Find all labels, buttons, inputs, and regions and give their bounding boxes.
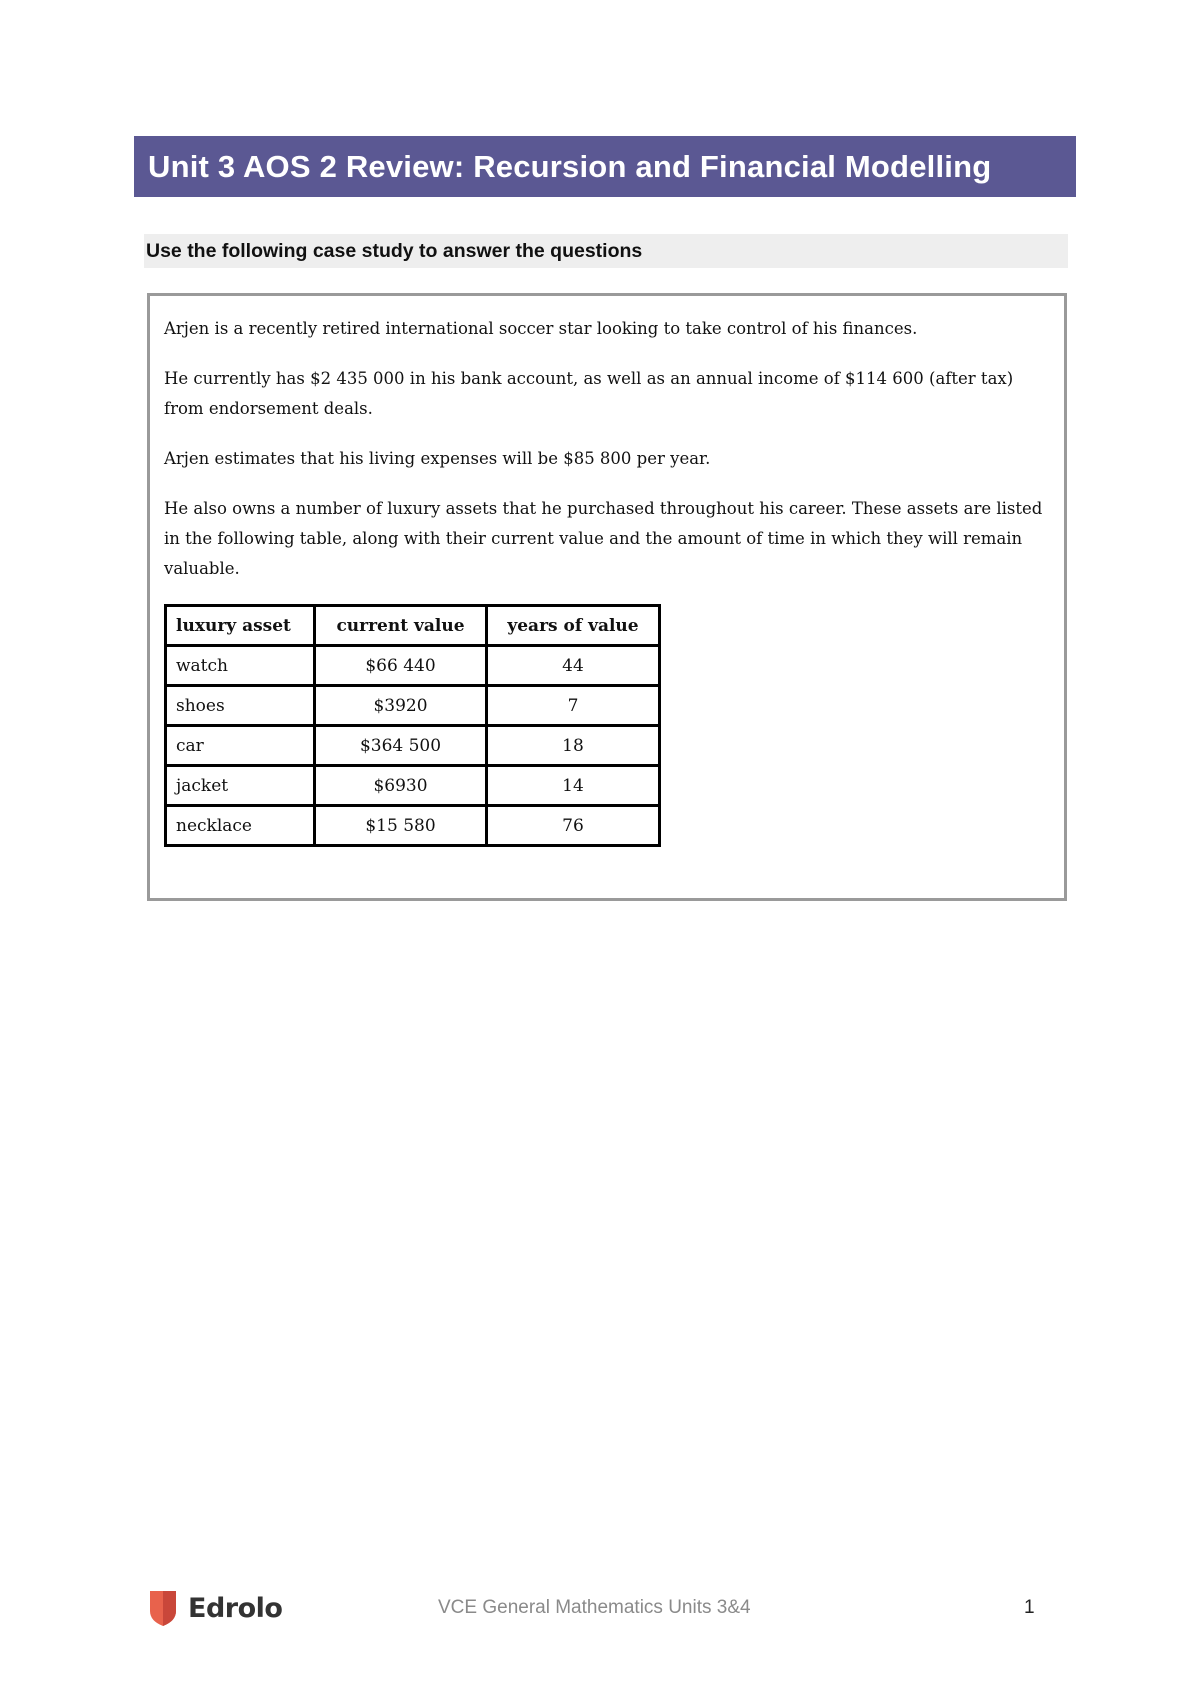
section-heading: Use the following case study to answer the questions [146,239,643,262]
footer-course-title: VCE General Mathematics Units 3&4 [438,1597,751,1618]
column-header-years: years of value [487,606,660,646]
asset-name-cell: shoes [166,686,315,726]
table-row [166,686,660,726]
column-header-value: current value [315,606,487,646]
page-title: Unit 3 AOS 2 Review: Recursion and Financial Modelling [148,148,992,184]
asset-name-cell: car [166,726,315,766]
asset-value-cell: $3920 [315,686,487,726]
table-row [166,646,660,686]
asset-name-cell: necklace [166,806,315,846]
asset-years-cell: 76 [487,806,660,846]
asset-name-cell: jacket [166,766,315,806]
case-paragraph: Arjen is a recently retired international soccer star looking to take control of his finances. [164,319,918,338]
column-header-asset: luxury asset [166,606,315,646]
asset-value-cell: $6930 [315,766,487,806]
asset-years-cell: 7 [487,686,660,726]
asset-value-cell: $66 440 [315,646,487,686]
asset-value-cell: $15 580 [315,806,487,846]
case-paragraph: He also owns a number of luxury assets that he purchased throughout his career. These assets are listed in the following table, along with their current value and the amount of time in which they will remain valuable. [164,499,1043,578]
table-row [166,726,660,766]
asset-years-cell: 14 [487,766,660,806]
page-footer [0,1585,1200,1635]
edrolo-logo [148,1589,282,1627]
table-header-row [166,606,660,646]
luxury-asset-table [164,604,661,847]
table-row [166,806,660,846]
case-paragraph: Arjen estimates that his living expenses will be $85 800 per year. [164,449,711,468]
section-heading-bar [144,234,1068,268]
table-row [166,766,660,806]
asset-value-cell: $364 500 [315,726,487,766]
shield-logo-icon [148,1589,178,1627]
page-title-bar [134,136,1076,197]
case-study-box [147,293,1067,901]
asset-years-cell: 18 [487,726,660,766]
asset-years-cell: 44 [487,646,660,686]
logo-text: Edrolo [188,1592,283,1624]
asset-name-cell: watch [166,646,315,686]
case-paragraph: He currently has $2 435 000 in his bank account, as well as an annual income of $114 600 (after tax) from endorsement deals. [164,369,1014,418]
page-number: 1 [1024,1597,1035,1618]
